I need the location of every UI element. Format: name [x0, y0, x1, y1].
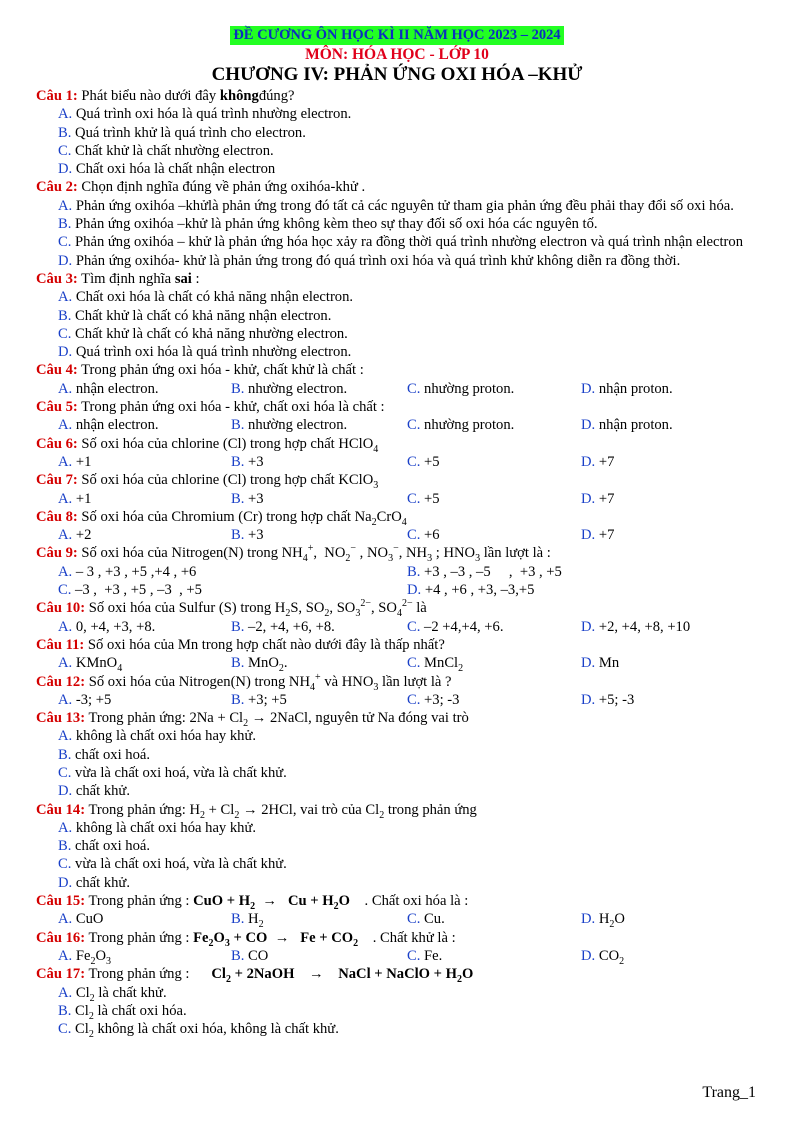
chapter-title: CHƯƠNG IV: PHẢN ỨNG OXI HÓA –KHỬ [211, 64, 583, 85]
question-8 [36, 508, 758, 545]
equation: CuO + $H_2 \to Cu + H_2O$ [193, 893, 350, 912]
question-7 [36, 471, 758, 508]
option-text: +6 [424, 527, 440, 544]
options-row [36, 416, 758, 434]
option-text: KMnO [75, 655, 118, 672]
option-c [407, 691, 581, 709]
options-row [36, 380, 758, 398]
option-text: nhận proton. [598, 417, 673, 434]
document-title: ĐỀ CƯƠNG ÔN HỌC KÌ II NĂM HỌC 2023 – 2024 [230, 26, 563, 45]
question-text: Trong phản ứng : [88, 893, 190, 910]
option-letter: A. [58, 947, 73, 964]
option-letter: B. [58, 124, 72, 141]
option-letter: C. [58, 764, 72, 781]
option-letter: C. [407, 691, 421, 708]
subscript: 4 [373, 443, 379, 455]
option-text: không là chất oxi hóa hay khử. [75, 728, 257, 745]
option-letter: D. [581, 417, 596, 434]
option-text: Cu. [424, 911, 445, 928]
option-a [36, 288, 758, 306]
option-a: A. $Fe_2O_3$ [58, 947, 111, 967]
superscript: + [307, 543, 314, 555]
question-label: Câu 16: [36, 929, 86, 946]
option-letter: C. [407, 453, 421, 470]
option-letter: C. [407, 490, 421, 507]
options-row [36, 581, 758, 599]
option-a [58, 910, 231, 928]
option-letter: C. [407, 527, 421, 544]
question-6 [36, 435, 758, 472]
question-label: Câu 14: [36, 801, 86, 818]
question-text: đúng? [258, 88, 295, 104]
question-label: Câu 4: [36, 362, 78, 379]
question-text: Trong phản ứng : [88, 929, 190, 946]
option-text: –3 , +3 , +5 , –3 , +5 [75, 582, 202, 599]
question-text: Số oxi hóa của Chromium (Cr) trong hợp chất Na [81, 508, 372, 525]
option-text: 0, +4, +3, +8. [75, 618, 156, 635]
option-c [36, 764, 758, 782]
option-text: +3; +5 [248, 691, 287, 708]
option-text: +3 [248, 490, 264, 507]
question-text: lần lượt là : [483, 545, 551, 562]
option-text: vừa là chất oxi hoá, vừa là chất khử. [75, 764, 287, 781]
option-text: – 3 , +3 , +5 ,+4 , +6 [75, 563, 197, 580]
option-letter: B. [58, 307, 72, 324]
option-d [581, 380, 673, 398]
option-a [58, 526, 231, 544]
option-text: chất khử. [75, 874, 130, 891]
document-page [36, 26, 758, 1041]
option-d: D. $H_2O$ [581, 911, 625, 931]
question-label: Câu 13: [36, 710, 86, 727]
option-a: A. KMnO$_4$ [58, 655, 123, 675]
option-c [58, 581, 407, 599]
question-text: . Chất khử là : [372, 929, 456, 946]
question-15 [36, 892, 758, 929]
subscript: 2 [371, 516, 377, 528]
option-a [36, 727, 758, 745]
option-c [36, 233, 758, 251]
option-letter: D. [581, 655, 596, 672]
option-letter: C. [407, 618, 421, 635]
option-d [581, 490, 614, 508]
question-text: Trong phản ứng: 2Na + Cl [88, 710, 244, 727]
option-text: Phản ứng oxihóa –khử là phản ứng không kèm theo sự thay đối số oxi hóa các nguyên tố. [75, 216, 598, 233]
option-text: -3; +5 [75, 691, 112, 708]
option-b [231, 416, 407, 434]
formula: và $HNO_3$ [324, 673, 379, 693]
option-text: Phản ứng oxihóa – khử là phản ứng hóa học xảy ra đồng thời quá trình nhường electron và quá trình nhận electron [75, 234, 744, 251]
option-letter: D. [581, 691, 596, 708]
option-text: nhận electron. [75, 417, 159, 434]
option-text: nhường electron. [248, 380, 348, 397]
option-text: nhận electron. [75, 380, 159, 397]
option-text: nhường proton. [424, 417, 515, 434]
option-text: nhận proton. [598, 380, 673, 397]
option-text: không là chất oxi hóa, không là chất khử. [97, 1021, 339, 1038]
option-d [581, 618, 690, 636]
option-letter: A. [58, 655, 73, 672]
option-b [231, 526, 407, 544]
option-a [58, 563, 407, 581]
option-b: B. $H_2$ [231, 911, 264, 931]
question-label: Câu 12: [36, 673, 86, 690]
option-text: MnO [248, 655, 279, 672]
option-text: Cl [75, 1002, 89, 1019]
option-letter: A. [58, 453, 73, 470]
subscript: 4 [401, 516, 407, 528]
option-letter: D. [58, 344, 73, 361]
subscript: 3 [373, 480, 379, 492]
option-d [407, 581, 534, 599]
question-text: Phát biểu nào dưới đây [81, 88, 217, 104]
equation: $Fe_2O_3$ + CO → $Fe + CO_2$ [193, 929, 359, 949]
option-text: +1 [75, 490, 92, 507]
option-letter: C. [407, 417, 421, 434]
option-text: +3 [248, 453, 264, 470]
option-b: B. $Cl_2$ là chất oxi hóa. [58, 1002, 187, 1022]
question-label: Câu 7: [36, 472, 78, 489]
option-b [231, 691, 407, 709]
option-text: H [248, 911, 259, 928]
option-text: +3; -3 [424, 691, 460, 708]
option-d [36, 160, 758, 178]
option-letter: A. [58, 197, 73, 214]
subscript: 2 [285, 608, 291, 620]
option-letter: A. [58, 728, 73, 745]
question-text: lần lượt là ? [382, 673, 452, 690]
option-letter: C. [58, 1021, 72, 1038]
option-letter: A. [58, 289, 73, 306]
option-text: Quá trình khử là quá trình cho electron. [75, 124, 306, 141]
option-text: chất oxi hoá. [75, 746, 151, 763]
option-letter: B. [231, 417, 245, 434]
option-text: Phản ứng oxihóa- khử là phản ứng trong đó quá trình oxi hóa và quá trình khử không diễn ra đồng thời. [75, 252, 681, 269]
question-text: Số oxi hóa của Nitrogen(N) trong NH [88, 673, 311, 690]
option-c [407, 490, 581, 508]
option-d [581, 526, 614, 544]
option-letter: B. [231, 947, 245, 964]
option-letter: B. [231, 911, 245, 928]
option-text: Cl [75, 984, 90, 1001]
options-row [36, 490, 758, 508]
options-row [36, 654, 758, 675]
option-a [36, 819, 758, 837]
question-text: CrO [376, 508, 402, 525]
option-b [36, 307, 758, 325]
option-letter: A. [58, 984, 73, 1001]
question-label: Câu 11: [36, 636, 85, 653]
option-letter: C. [58, 582, 72, 599]
option-c [36, 855, 758, 873]
option-text: không là chất oxi hóa hay khử. [75, 819, 257, 836]
option-text: Chất khử là chất có khả năng nhường electron. [75, 325, 348, 342]
option-letter: B. [231, 527, 245, 544]
option-text: chất khử. [75, 783, 130, 800]
option-text: +3 , –3 , –5 , +3 , +5 [424, 563, 562, 580]
question-text: Trong phản ứng: H [88, 801, 201, 818]
question-3 [36, 270, 758, 361]
option-letter: A. [58, 417, 73, 434]
question-text: . Chất oxi hóa là : [364, 893, 469, 910]
option-text: CO [248, 947, 269, 964]
option-c [407, 453, 581, 471]
option-d [36, 343, 758, 361]
option-text: Chất oxi hóa là chất nhận electron [75, 161, 276, 178]
option-c [407, 526, 581, 544]
question-text: Tìm định nghĩa [81, 270, 172, 287]
option-letter: B. [231, 380, 245, 397]
option-a [58, 490, 231, 508]
option-text: Chất khử là chất nhường electron. [75, 142, 274, 159]
option-letter: D. [407, 582, 422, 599]
option-text: CuO [75, 911, 104, 928]
option-letter: D. [581, 947, 596, 964]
page-number: Trang_1 [702, 1084, 756, 1101]
option-letter: B. [231, 618, 245, 635]
option-letter: B. [407, 563, 421, 580]
option-c [36, 142, 758, 160]
option-text: vừa là chất oxi hoá, vừa là chất khử. [75, 856, 287, 873]
option-c [407, 380, 581, 398]
question-label: Câu 3: [36, 270, 78, 287]
options-row [36, 526, 758, 544]
option-c: C. $Cl_2$ không là chất oxi hóa, không là chất khử. [58, 1021, 339, 1041]
option-letter: A. [58, 911, 73, 928]
option-b [231, 618, 407, 636]
option-text: +7 [598, 527, 615, 544]
option-letter: C. [407, 911, 421, 928]
option-letter: C. [407, 380, 421, 397]
option-letter: A. [58, 490, 73, 507]
option-text: Chất khử là chất có khả năng nhận electron. [75, 307, 332, 324]
option-text: +2 [75, 527, 92, 544]
question-text: : [195, 270, 200, 287]
option-letter: D. [581, 453, 596, 470]
option-c [407, 947, 581, 965]
options-row [36, 563, 758, 581]
option-letter: A. [58, 618, 73, 635]
question-text: → 2NaCl, nguyên tử Na đóng vai trò [251, 710, 469, 727]
option-b [231, 453, 407, 471]
question-text: Chọn định nghĩa đúng về phản ứng oxihóa-khử . [81, 179, 366, 196]
option-text: CO [598, 947, 620, 964]
option-text: +3 [248, 527, 264, 544]
question-label: Câu 15: [36, 893, 86, 910]
question-1 [36, 87, 758, 178]
question-label: Câu 17: [36, 966, 86, 983]
option-b [36, 215, 758, 233]
question-10 [36, 599, 758, 636]
emphasis: sai [174, 270, 192, 287]
option-letter: A. [58, 106, 73, 123]
option-letter: B. [58, 1002, 72, 1019]
question-text: Trong phản ứng oxi hóa - khử, chất oxi hóa là chất : [81, 399, 385, 416]
option-letter: C. [58, 142, 72, 159]
option-a [58, 416, 231, 434]
option-text: +5 [424, 453, 440, 470]
option-letter: B. [231, 490, 245, 507]
question-text: Số oxi hóa của Sulfur (S) trong H [88, 600, 286, 617]
option-letter: C. [407, 655, 421, 672]
option-b [231, 380, 407, 398]
option-b: B. MnO$_2$. [231, 655, 288, 675]
option-c: C. MnCl$_2$ [407, 655, 464, 675]
document-header [36, 26, 758, 85]
question-text: Số oxi hóa của chlorine (Cl) trong hợp chất HClO [81, 435, 374, 452]
option-text: Chất oxi hóa là chất có khả năng nhận electron. [75, 289, 354, 306]
question-11 [36, 636, 758, 673]
question-text: trong phản ứng [387, 801, 477, 818]
question-text: Trong phản ứng oxi hóa - khử, chất khử là chất : [81, 362, 364, 379]
question-13: Câu 13: Trong phản ứng: $2Na + Cl_2$ → 2NaCl, nguyên tử Na đóng vai trò A. không là chất oxi hóa hay khử. B. chất oxi hoá. C. vừa là chất oxi hoá, vừa là chất khử. D. chất khử. [36, 709, 758, 800]
question-4 [36, 361, 758, 398]
option-a: A. $Cl_2$ là chất khử. [58, 984, 167, 1004]
option-letter: A. [58, 527, 73, 544]
option-letter: D. [581, 490, 596, 507]
option-d [581, 453, 614, 471]
option-letter: A. [58, 819, 73, 836]
option-letter: B. [58, 746, 72, 763]
option-letter: B. [231, 655, 245, 672]
options-row [36, 947, 758, 965]
question-label: Câu 6: [36, 435, 78, 452]
option-letter: D. [58, 874, 73, 891]
question-label: Câu 8: [36, 508, 78, 525]
option-c [407, 910, 581, 928]
question-12: Câu 12: Số oxi hóa của Nitrogen(N) trong $NH_4^+$ và $HNO_3$ lần lượt là ? A. -3; +5 B. +3; +5 C. +3; -3 D. +5; -3 [36, 673, 758, 710]
question-14: Câu 14: Trong phản ứng: $H_2 + Cl_2 \to 2HCl$, vai trò của $Cl_2$ trong phản ứng A. không là chất oxi hóa hay khử. B. chất oxi hoá. C. vừa là chất oxi hoá, vừa là chất khử. D. chất khử. [36, 801, 758, 892]
question-label: Câu 10: [36, 600, 86, 617]
option-a [36, 197, 758, 215]
option-text: H [598, 911, 610, 928]
option-letter: D. [581, 911, 596, 928]
question-label: Câu 1: [36, 88, 78, 104]
option-letter: A. [58, 563, 73, 580]
option-text: Fe. [424, 947, 443, 964]
option-letter: D. [581, 527, 596, 544]
option-letter: B. [58, 838, 72, 855]
option-text: là chất khử. [98, 984, 167, 1001]
option-text: Phản ứng oxihóa –khửlà phản ứng trong đó tất cả các nguyên tử tham gia phản ứng đều phải thay đổi số oxi hóa. [75, 197, 734, 214]
option-b [36, 746, 758, 764]
question-text: Số oxi hóa của Mn trong hợp chất nào dưới đây là thấp nhất? [87, 636, 445, 653]
option-letter: D. [58, 252, 73, 269]
option-text: Quá trình oxi hóa là quá trình nhường electron. [75, 344, 352, 361]
option-text: +5 [424, 490, 440, 507]
option-text: nhường proton. [424, 380, 515, 397]
option-d [36, 782, 758, 800]
option-text: –2, +4, +6, +8. [248, 618, 335, 635]
option-text: nhường electron. [248, 417, 348, 434]
option-letter: A. [58, 691, 73, 708]
option-letter: D. [581, 380, 596, 397]
option-letter: D. [58, 161, 73, 178]
option-letter: C. [58, 234, 72, 251]
question-text: là [416, 600, 427, 617]
option-text: MnCl [424, 655, 459, 672]
option-letter: D. [581, 618, 596, 635]
option-text: –2 +4,+4, +6. [424, 618, 504, 635]
question-label: Câu 2: [36, 179, 78, 196]
option-text: Mn [598, 655, 620, 672]
option-text: +4 , +6 , +3, –3,+5 [424, 582, 535, 599]
question-17 [36, 965, 758, 1041]
option-b [231, 947, 407, 965]
subject-line: MÔN: HÓA HỌC - LỚP 10 [305, 46, 489, 63]
question-16 [36, 929, 758, 966]
question-5 [36, 398, 758, 435]
subscript: 4 [302, 553, 308, 565]
option-letter: B. [231, 453, 245, 470]
option-letter: B. [231, 691, 245, 708]
option-a [58, 380, 231, 398]
option-c [407, 618, 581, 636]
option-b [407, 563, 562, 581]
option-text: Cl [75, 1021, 89, 1038]
option-a [58, 691, 231, 709]
option-d: D. $CO_2$ [581, 947, 625, 967]
equation: $Cl_2$ + 2NaOH → NaCl + NaClO + $H_2O$ [211, 966, 474, 986]
option-b [36, 124, 758, 142]
option-text: +7 [598, 490, 615, 507]
option-letter: D. [58, 783, 73, 800]
option-d [36, 874, 758, 892]
option-d [36, 252, 758, 270]
options-row [36, 910, 758, 931]
option-a [58, 453, 231, 471]
question-text: → 2HCl, vai trò của Cl [243, 801, 380, 818]
question-label: Câu 5: [36, 399, 78, 416]
option-c [36, 325, 758, 343]
option-letter: C. [58, 325, 72, 342]
option-d [581, 416, 673, 434]
option-letter: C. [58, 856, 72, 873]
question-label: Câu 9: [36, 545, 78, 562]
option-letter: A. [58, 380, 73, 397]
option-text: +2, +4, +8, +10 [598, 618, 691, 635]
option-text: +5; -3 [598, 691, 635, 708]
option-text: là chất oxi hóa. [97, 1002, 187, 1019]
formula: S, $SO_2$, $SO_3^{2-}$, $SO_4^{2-}$ [290, 598, 413, 620]
option-text: Quá trình oxi hóa là quá trình nhường electron. [75, 106, 352, 123]
question-2 [36, 178, 758, 269]
question-text: Trong phản ứng : [88, 966, 190, 983]
option-a [36, 105, 758, 123]
question-text: Số oxi hóa của Nitrogen(N) trong NH [81, 545, 303, 562]
question-9 [36, 544, 758, 599]
option-text: +1 [75, 453, 92, 470]
option-d [581, 691, 634, 709]
options-row [36, 453, 758, 471]
option-text: Fe [75, 947, 91, 964]
emphasis: không [219, 88, 259, 104]
question-text: Số oxi hóa của chlorine (Cl) trong hợp chất KClO [81, 472, 374, 489]
option-b [36, 837, 758, 855]
option-text: chất oxi hoá. [75, 838, 151, 855]
option-text: +7 [598, 453, 615, 470]
option-c [407, 416, 581, 434]
options-row [36, 618, 758, 636]
formula: , $NO_2^-$ , $NO_3^-$, $NH_3$ ; $HNO_3$ [313, 543, 481, 565]
option-a [58, 618, 231, 636]
option-d [581, 654, 619, 672]
option-letter: C. [407, 947, 421, 964]
option-letter: B. [58, 216, 72, 233]
options-row [36, 691, 758, 709]
option-b [231, 490, 407, 508]
